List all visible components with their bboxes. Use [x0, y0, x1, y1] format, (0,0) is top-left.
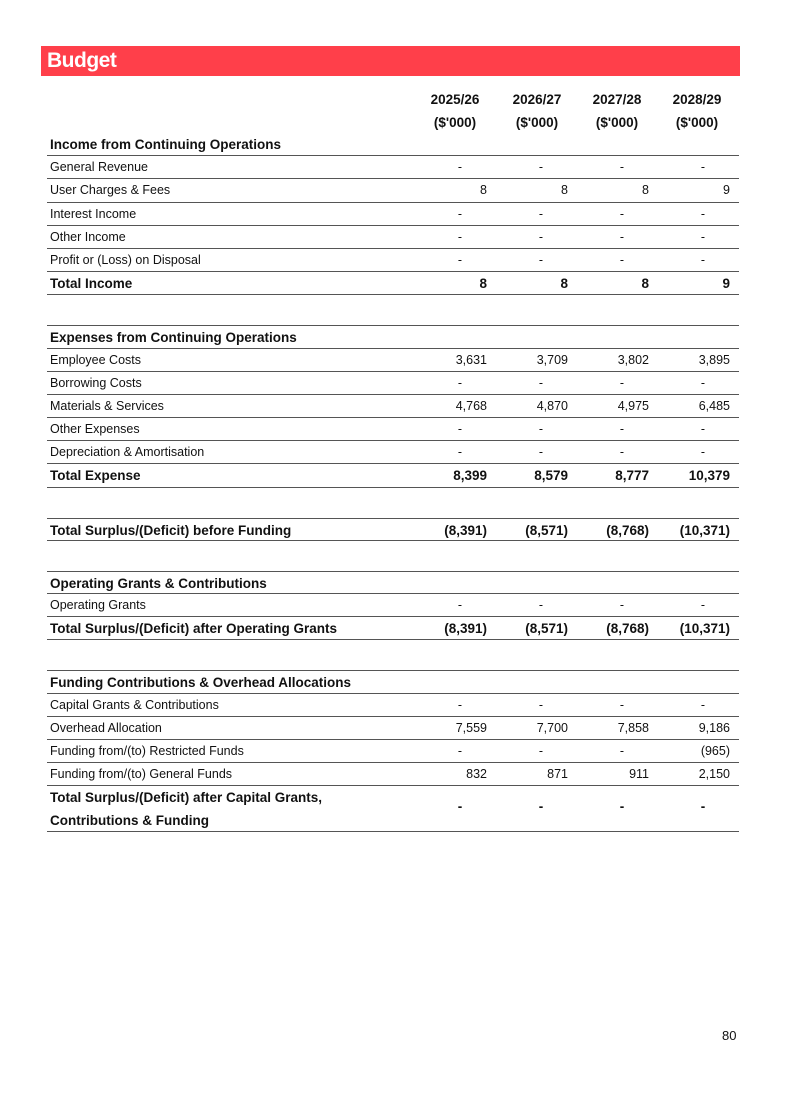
table-row: [47, 372, 739, 395]
row-spacer: [47, 541, 739, 571]
column-header-2027-28: [577, 88, 657, 134]
total-row: [47, 272, 739, 295]
cell-value: -: [700, 445, 706, 460]
cell-value: 8: [642, 183, 649, 198]
cell-value: 871: [547, 767, 568, 782]
cell-value: -: [538, 375, 544, 390]
cell-value: -: [457, 697, 463, 712]
cell-value: -: [457, 229, 463, 244]
cell-value: 3,709: [536, 352, 568, 367]
row-label: Overhead Allocation: [50, 720, 162, 735]
column-header-2026-27: [497, 88, 577, 134]
cell-value: (8,571): [525, 522, 568, 538]
table-row: [47, 156, 739, 179]
column-header-2025-26: [415, 88, 495, 134]
cell-value: (10,371): [679, 621, 730, 637]
row-label: Borrowing Costs: [50, 375, 142, 390]
cell-value: 8,777: [615, 468, 649, 484]
column-unit: ($'000): [595, 115, 639, 130]
row-label: Interest Income: [50, 206, 137, 221]
section-header-row: [47, 571, 739, 594]
column-year: 2026/27: [512, 92, 562, 107]
cell-value: -: [538, 743, 544, 758]
cell-value: (8,571): [525, 621, 568, 637]
cell-value: 8,579: [534, 468, 568, 484]
cell-value: -: [457, 206, 463, 221]
row-label-line: Total Surplus/(Deficit) after Capital Grants,: [50, 790, 323, 806]
row-spacer: [47, 640, 739, 670]
table-row: [47, 763, 739, 786]
budget-table: [47, 133, 739, 832]
total-row: [47, 786, 739, 832]
total-row: [47, 464, 739, 487]
cell-value: 7,858: [617, 720, 649, 735]
cell-value: (965): [700, 743, 730, 758]
cell-value: -: [700, 375, 706, 390]
row-label: Other Expenses: [50, 422, 140, 437]
cell-value: 9: [722, 276, 730, 292]
cell-value: -: [619, 697, 625, 712]
column-unit: ($'000): [675, 115, 719, 130]
row-label: General Revenue: [50, 160, 148, 175]
cell-value: 8: [561, 183, 568, 198]
cell-value: -: [457, 598, 463, 612]
row-label: Total Surplus/(Deficit) after Operating Grants: [50, 621, 338, 637]
cell-value: -: [619, 252, 625, 267]
column-unit: ($'000): [515, 115, 559, 130]
cell-value: -: [700, 206, 706, 221]
row-label: Depreciation & Amortisation: [50, 445, 205, 460]
column-year: 2025/26: [430, 92, 480, 107]
cell-value: -: [619, 422, 625, 437]
cell-value: -: [619, 206, 625, 221]
cell-value: -: [619, 598, 625, 612]
table-row: [47, 249, 739, 272]
cell-value: 4,975: [617, 398, 649, 413]
table-row: [47, 694, 739, 717]
row-label: Funding Contributions & Overhead Allocations: [50, 675, 352, 691]
cell-value: -: [457, 160, 463, 175]
row-label: Funding from/(to) Restricted Funds: [50, 743, 244, 758]
cell-value: (8,768): [606, 522, 649, 538]
cell-value: 3,802: [617, 352, 649, 367]
cell-value: -: [700, 252, 706, 267]
cell-value: 8: [641, 276, 649, 292]
row-label: Other Income: [50, 229, 126, 244]
row-label: Income from Continuing Operations: [50, 137, 282, 152]
table-row: [47, 226, 739, 249]
cell-value: (8,391): [444, 522, 487, 538]
row-label: User Charges & Fees: [50, 183, 171, 198]
column-year: 2027/28: [592, 92, 642, 107]
cell-value: (8,391): [444, 621, 487, 637]
cell-value: 9,186: [698, 720, 730, 735]
cell-value: (10,371): [679, 522, 730, 538]
cell-value: -: [457, 252, 463, 267]
cell-value: 8: [480, 183, 487, 198]
table-row: [47, 395, 739, 418]
row-label: Total Expense: [50, 468, 141, 484]
row-label: Operating Grants & Contributions: [50, 575, 267, 591]
cell-value: -: [700, 229, 706, 244]
row-label: Capital Grants & Contributions: [50, 697, 219, 712]
cell-value: 10,379: [688, 468, 730, 484]
cell-value: -: [619, 229, 625, 244]
cell-value: 832: [466, 767, 487, 782]
table-row: [47, 717, 739, 740]
cell-value: -: [700, 160, 706, 175]
page-number: 80: [722, 1028, 737, 1043]
cell-value: -: [457, 743, 463, 758]
cell-value: -: [457, 375, 463, 390]
row-label: Funding from/(to) General Funds: [50, 767, 233, 782]
cell-value: -: [700, 799, 706, 815]
cell-value: -: [538, 160, 544, 175]
cell-value: 7,559: [455, 720, 487, 735]
cell-value: -: [619, 445, 625, 460]
cell-value: 9: [723, 183, 730, 198]
cell-value: 4,768: [455, 398, 487, 413]
cell-value: 911: [629, 767, 649, 782]
table-row: [47, 594, 739, 617]
cell-value: -: [700, 697, 706, 712]
section-header-row: [47, 133, 739, 156]
cell-value: -: [538, 697, 544, 712]
column-year: 2028/29: [672, 92, 722, 107]
table-row: [47, 740, 739, 763]
cell-value: 4,870: [536, 398, 568, 413]
section-header-row: [47, 670, 739, 693]
row-label: Employee Costs: [50, 352, 142, 367]
row-label: Total Surplus/(Deficit) before Funding: [50, 522, 292, 538]
cell-value: -: [619, 160, 625, 175]
cell-value: -: [538, 422, 544, 437]
table-row: [47, 179, 739, 202]
cell-value: 8: [479, 276, 487, 292]
row-label: Materials & Services: [50, 398, 164, 413]
cell-value: -: [457, 445, 463, 460]
row-label: Operating Grants: [50, 598, 146, 612]
row-label-line: Contributions & Funding: [50, 813, 209, 829]
section-header-row: [47, 325, 739, 348]
row-label: Total Income: [50, 276, 133, 292]
page-title: Budget: [47, 49, 117, 72]
title-bar: [41, 46, 740, 76]
cell-value: -: [700, 422, 706, 437]
table-row: [47, 418, 739, 441]
cell-value: -: [538, 206, 544, 221]
cell-value: 7,700: [536, 720, 568, 735]
cell-value: -: [619, 375, 625, 390]
row-label: Profit or (Loss) on Disposal: [50, 252, 201, 267]
total-row: [47, 617, 739, 640]
cell-value: 6,485: [698, 398, 730, 413]
table-row: [47, 203, 739, 226]
row-spacer: [47, 295, 739, 325]
cell-value: -: [457, 422, 463, 437]
cell-value: -: [538, 598, 544, 612]
cell-value: -: [619, 799, 625, 815]
table-row: [47, 349, 739, 372]
column-unit: ($'000): [433, 115, 477, 130]
cell-value: -: [538, 229, 544, 244]
cell-value: -: [457, 799, 463, 815]
row-label: [50, 786, 322, 832]
cell-value: 8: [560, 276, 568, 292]
cell-value: -: [619, 743, 625, 758]
table-row: [47, 441, 739, 464]
row-spacer: [47, 488, 739, 518]
cell-value: 3,631: [455, 352, 487, 367]
cell-value: (8,768): [606, 621, 649, 637]
column-header-2028-29: [657, 88, 737, 134]
cell-value: -: [538, 799, 544, 815]
cell-value: -: [700, 598, 706, 612]
cell-value: -: [538, 252, 544, 267]
row-label: Expenses from Continuing Operations: [50, 330, 297, 346]
cell-value: 2,150: [698, 767, 730, 782]
total-row: [47, 518, 739, 541]
cell-value: -: [538, 445, 544, 460]
cell-value: 8,399: [453, 468, 487, 484]
cell-value: 3,895: [698, 352, 730, 367]
